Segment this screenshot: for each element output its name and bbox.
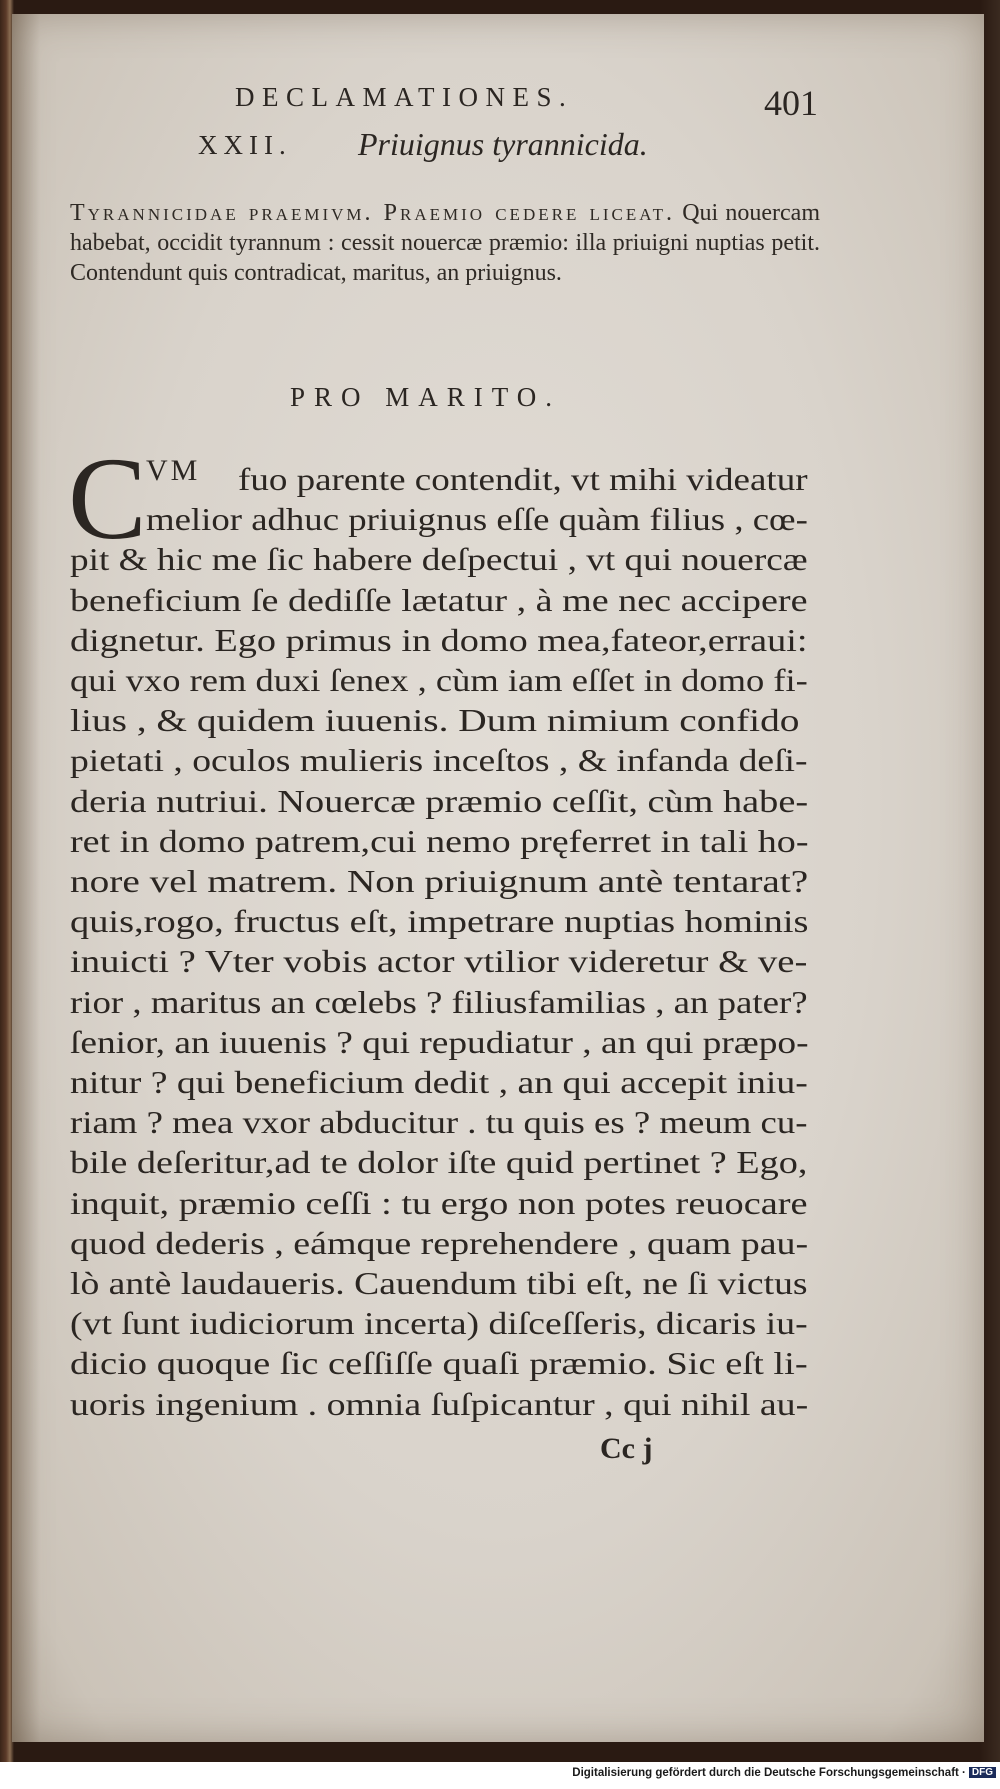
dfg-logo: DFG bbox=[969, 1767, 996, 1778]
drop-initial: C bbox=[68, 433, 147, 564]
body-line: nore vel matrem. Non priuignum antè tentarat? bbox=[70, 864, 809, 899]
body-line: (vt ſunt iudiciorum incerta) diſceſſeris, dicaris iu- bbox=[70, 1306, 808, 1342]
page-number: 401 bbox=[764, 83, 818, 123]
catchword: Cc j bbox=[600, 1432, 653, 1465]
body-line: quis,rogo, fructus eſt, impetrare nuptias hominis bbox=[70, 904, 809, 940]
body-line: qui vxo rem duxi ſenex , cùm iam eſſet in domo fi- bbox=[70, 663, 808, 698]
declamation-title: Priuignus tyrannicida. bbox=[358, 126, 648, 162]
body-line: lò antè laudaueris. Cauendum tibi eſt, ne ſi victus bbox=[70, 1266, 808, 1301]
body-line: inquit, præmio ceſſi : tu ergo non potes reuocare bbox=[70, 1185, 808, 1221]
body-line: riam ? mea vxor abducitur . tu quis es ? meum cu- bbox=[70, 1105, 808, 1141]
declamation-number: XXII. bbox=[198, 130, 292, 160]
body-line: nitur ? qui beneficium dedit , an qui accepit iniu- bbox=[70, 1065, 808, 1100]
body-line: ſenior, an iuuenis ? qui repudiatur , an qui præpo- bbox=[70, 1024, 809, 1060]
body-line: quod dederis , eámque reprehendere , quam pau- bbox=[70, 1225, 809, 1261]
body-line: uoris ingenium . omnia ſuſpicantur , qui nihil au- bbox=[70, 1386, 809, 1422]
argument-caps-heading: Tyrannicidae praemivm. Praemio cedere liceat. bbox=[70, 200, 676, 226]
body-line: dicio quoque ſic ceſſiſſe quaſi præmio. Sic eſt li- bbox=[70, 1346, 808, 1382]
running-head: DECLAMATIONES. bbox=[235, 82, 574, 112]
argument-text: Qui nouercam habebat, occidit tyrannum : cessit nouercæ præmio: illa priuigni nuptias petit. Contendunt quis contradicat, maritus, an priuignus. bbox=[70, 200, 820, 286]
body-line: melior adhuc priuignus eſſe quàm filius , cœ- bbox=[146, 502, 808, 538]
body-line: pit & hic me ſic habere deſpectui , vt qui nouercæ bbox=[70, 542, 808, 578]
body-line: beneficium ſe dediſſe lætatur , à me nec accipere bbox=[70, 582, 808, 618]
body-line: fuo parente contendit, vt mihi videatur bbox=[238, 462, 808, 497]
body-line: ret in domo patrem,cui nemo pręferret in tali ho- bbox=[70, 823, 809, 859]
initial-continuation: VM bbox=[146, 454, 201, 487]
argument-paragraph bbox=[70, 198, 820, 288]
digitization-credit bbox=[572, 1767, 996, 1779]
body-line: pietati , oculos mulieris inceſtos , & infanda deſi- bbox=[70, 743, 808, 779]
body-line: rior , maritus an cœlebs ? filiusfamilias , an pater? bbox=[70, 984, 808, 1020]
body-line: deria nutriui. Nouercæ præmio ceſſit, cùm habe- bbox=[70, 783, 809, 819]
body-line: dignetur. Ego primus in domo mea,fateor,erraui: bbox=[70, 622, 808, 658]
credit-text: Digitalisierung gefördert durch die Deutsche Forschungsgemeinschaft · bbox=[572, 1767, 966, 1779]
body-line: lius , & quidem iuuenis. Dum nimium confido bbox=[70, 703, 800, 739]
body-line: bile deſeritur,ad te dolor iſte quid pertinet ? Ego, bbox=[70, 1145, 808, 1181]
body-line: inuicti ? Vter vobis actor vtilior videretur & ve- bbox=[70, 944, 808, 980]
section-heading: PRO MARITO. bbox=[290, 382, 562, 412]
gutter-shadow bbox=[12, 14, 40, 1742]
